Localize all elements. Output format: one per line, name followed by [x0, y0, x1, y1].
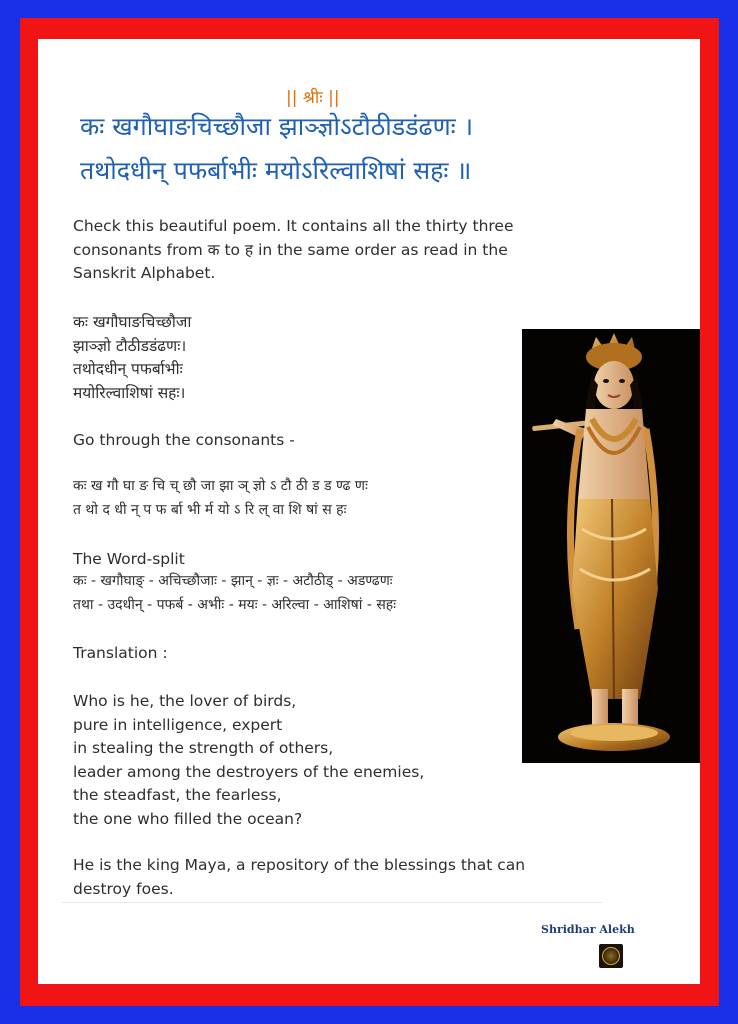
footer-divider [62, 902, 602, 903]
translation-line: pure in intelligence, expert [73, 715, 283, 734]
verse-line: मयोरिल्वाशिषां सहः। [73, 383, 186, 402]
devanagari-verse [73, 311, 191, 405]
author-signature: Shridhar Alekh [541, 923, 635, 936]
emblem-logo [599, 944, 623, 968]
verse-script-line-2: तथोदधीन् पफर्बाभीः मयोऽरिल्वाशिषां सहः ॥ [80, 156, 472, 185]
translation-line: in stealing the strength of others, [73, 739, 334, 757]
intro-line: Check this beautiful poem. It contains all the thirty three [73, 217, 514, 235]
krishna-figure-illustration [522, 329, 700, 763]
verse-line: कः खगौघाङचिच्छौजा [73, 313, 192, 331]
poem-card [38, 39, 700, 984]
translation-line: the one who filled the ocean? [73, 809, 303, 828]
consonants-list [73, 475, 368, 522]
word-split-line: कः - खगौघाङ् - अचिच्छौजाः - झान् - ज्ञः - अटौठीड् - अडण्ढणः [73, 573, 393, 589]
translation-line: Who is he, the lover of birds, [73, 692, 297, 710]
consonants-line: कः ख गौ घा ङ चि च् छौ जा झा ञ् ज्ञो ऽ टौ ठी ड ड ण्ढ णः [73, 478, 368, 494]
word-split-line: तथा - उदधीन् - पफर्ब - अभीः - मयः - अरिल्वा - आशिषां - सहः [73, 596, 397, 613]
translation-line: the steadfast, the fearless, [73, 786, 282, 804]
word-split-heading: The Word-split [73, 550, 185, 568]
translation-text [73, 690, 424, 831]
verse-line: झाञ्ज्ञो टौठीडडंढणः। [73, 336, 187, 355]
conclusion-line: destroy foes. [73, 879, 174, 898]
krishna-image [522, 329, 700, 763]
shri-heading: || श्रीः || [286, 88, 340, 108]
word-split-list [73, 570, 396, 617]
consonants-heading: Go through the consonants - [73, 431, 295, 449]
conclusion-line: He is the king Maya, a repository of the blessings that can [73, 856, 526, 874]
translation-heading: Translation : [73, 644, 168, 662]
intro-paragraph [73, 215, 514, 286]
emblem-medallion-icon [602, 947, 620, 965]
consonants-line: त थो द धी न् प फ र्बा भी र्म यो ऽ रि ल् वा शि षां स हः [73, 501, 347, 518]
conclusion-paragraph [73, 854, 525, 901]
verse-line: तथोदधीन् पफर्बाभीः [73, 360, 183, 378]
intro-line: consonants from क to ह in the same order as read in the [73, 240, 508, 259]
translation-line: leader among the destroyers of the enemies, [73, 762, 425, 781]
intro-line: Sanskrit Alphabet. [73, 264, 216, 282]
verse-script-line-1: कः खगौघाङचिच्छौजा झाञ्ज्ञोऽटौठीडडंढणः । [80, 112, 474, 141]
